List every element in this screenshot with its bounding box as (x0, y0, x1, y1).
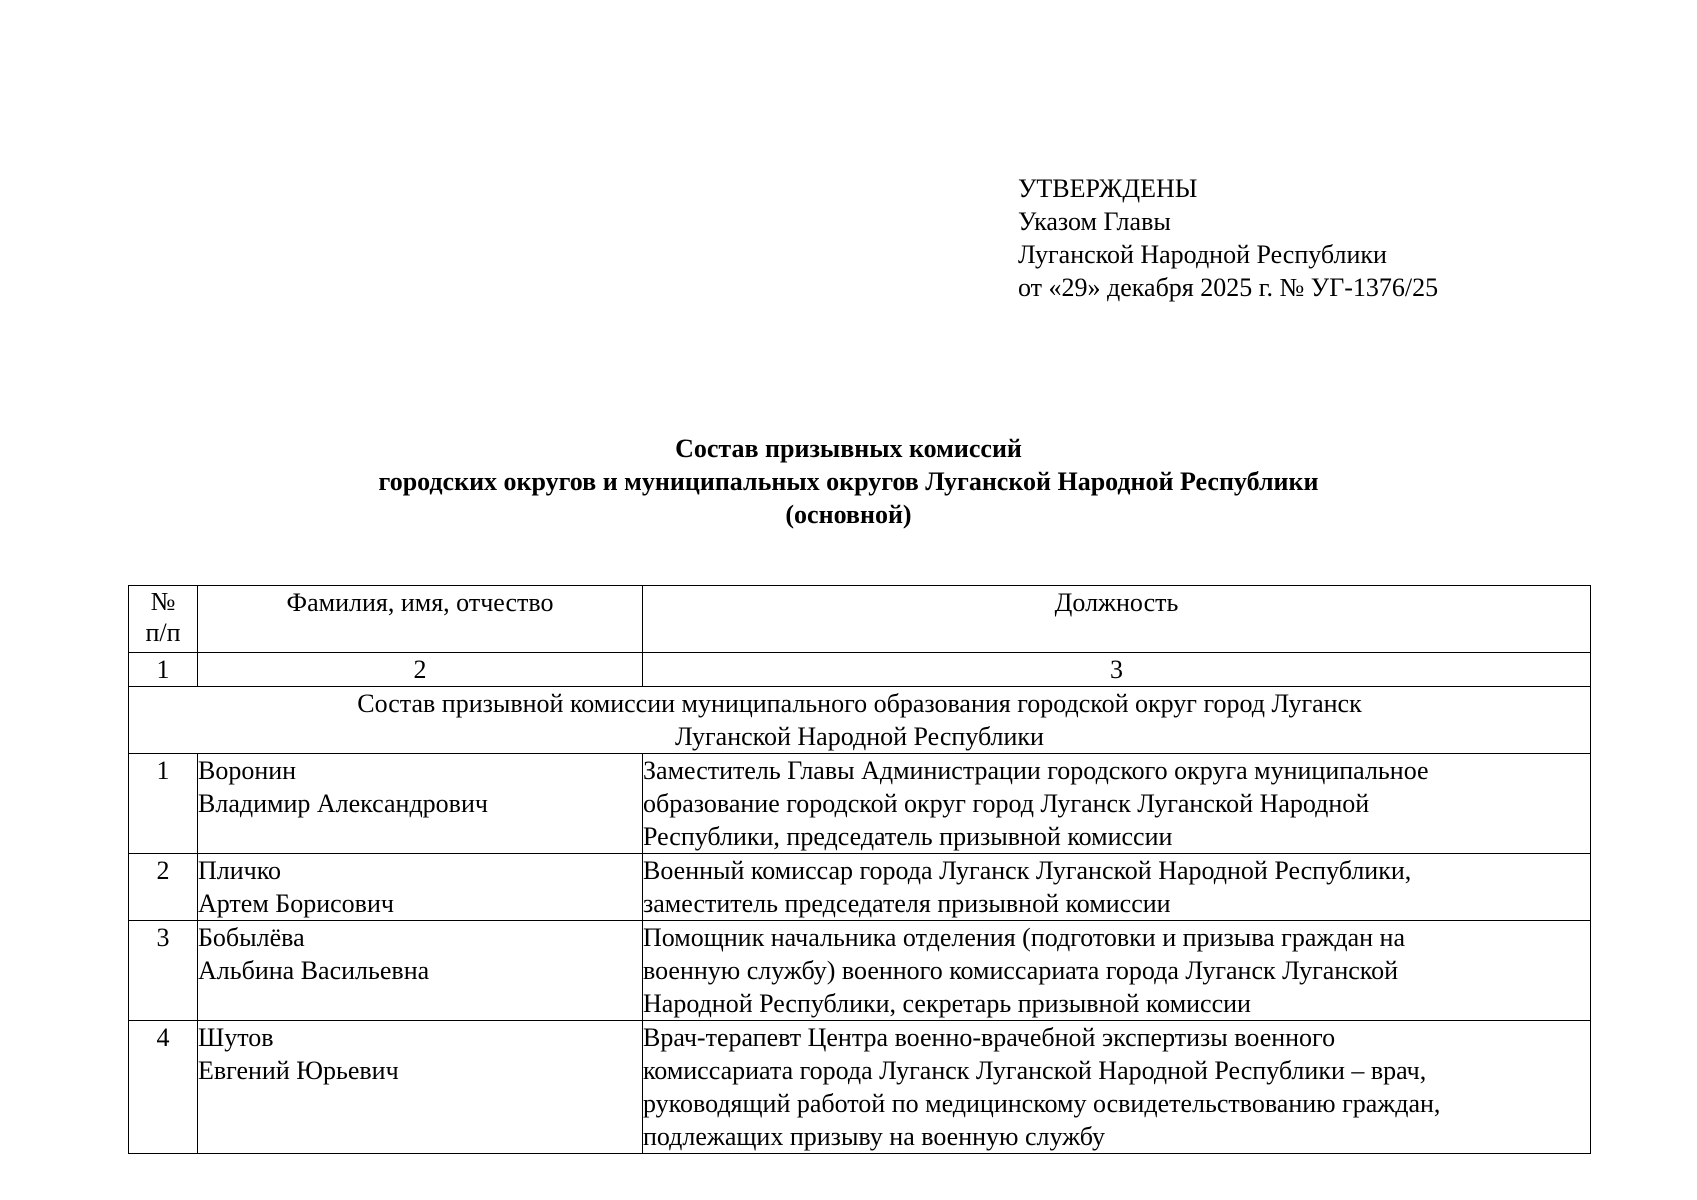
member-surname: Бобылёва (198, 923, 305, 952)
header-number (129, 586, 198, 653)
member-surname: Шутов (198, 1023, 274, 1052)
member-name (198, 854, 643, 921)
section-header-row (129, 687, 1591, 754)
member-position (643, 1021, 1591, 1154)
position-line: Помощник начальника отделения (подготовки и призыва граждан на (643, 923, 1405, 952)
section-header (129, 687, 1591, 754)
column-number-1: 1 (129, 653, 198, 687)
position-line: Врач-терапевт Центра военно-врачебной экспертизы военного (643, 1023, 1336, 1052)
position-line: Республики, председатель призывной комиссии (643, 822, 1173, 851)
header-number-abbrev: п/п (145, 618, 181, 647)
header-number-sign: № (150, 587, 176, 616)
row-number: 2 (129, 854, 198, 921)
document-title (0, 432, 1697, 531)
section-line-2: Луганской Народной Республики (675, 722, 1044, 751)
approval-line-decree: Указом Главы (1018, 207, 1171, 236)
section-line-1: Состав призывной комиссии муниципального образования городской округ город Луганск (357, 689, 1362, 718)
title-line-3: (основной) (785, 500, 912, 529)
member-surname: Пличко (198, 856, 282, 885)
column-number-2: 2 (198, 653, 643, 687)
title-line-2: городских округов и муниципальных округов Луганской Народной Республики (378, 467, 1319, 496)
position-line: образование городской округ город Луганск Луганской Народной (643, 789, 1370, 818)
member-surname: Воронин (198, 756, 297, 785)
member-name (198, 754, 643, 854)
table-row (129, 921, 1591, 1021)
member-given-names: Владимир Александрович (198, 789, 488, 818)
table-row (129, 1021, 1591, 1154)
position-line: руководящий работой по медицинскому освидетельствованию граждан, (643, 1089, 1441, 1118)
position-line: заместитель председателя призывной комиссии (643, 889, 1171, 918)
row-number: 4 (129, 1021, 198, 1154)
row-number: 1 (129, 754, 198, 854)
table-row (129, 854, 1591, 921)
position-line: военную службу) военного комиссариата города Луганск Луганской (643, 956, 1399, 985)
column-number-3: 3 (643, 653, 1591, 687)
member-position (643, 754, 1591, 854)
member-given-names: Артем Борисович (198, 889, 394, 918)
position-line: подлежащих призыву на военную службу (643, 1122, 1105, 1151)
header-position: Должность (643, 586, 1591, 653)
column-number-row (129, 653, 1591, 687)
approval-line-date-number: от «29» декабря 2025 г. № УГ-1376/25 (1018, 273, 1439, 302)
commission-table (128, 585, 1591, 1154)
position-line: Военный комиссар города Луганск Луганской Народной Республики, (643, 856, 1412, 885)
title-line-1: Состав призывных комиссий (675, 434, 1022, 463)
member-position (643, 854, 1591, 921)
member-name (198, 921, 643, 1021)
approval-stamp (1018, 172, 1438, 304)
position-line: комиссариата города Луганск Луганской Народной Республики – врач, (643, 1056, 1427, 1085)
header-name: Фамилия, имя, отчество (198, 586, 643, 653)
member-given-names: Альбина Васильевна (198, 956, 430, 985)
member-position (643, 921, 1591, 1021)
row-number: 3 (129, 921, 198, 1021)
position-line: Народной Республики, секретарь призывной комиссии (643, 989, 1251, 1018)
member-given-names: Евгений Юрьевич (198, 1056, 399, 1085)
table-header-row (129, 586, 1591, 653)
member-name (198, 1021, 643, 1154)
approval-line-approved: УТВЕРЖДЕНЫ (1018, 174, 1198, 203)
position-line: Заместитель Главы Администрации городского округа муниципальное (643, 756, 1429, 785)
table-row (129, 754, 1591, 854)
approval-line-republic: Луганской Народной Республики (1018, 240, 1387, 269)
